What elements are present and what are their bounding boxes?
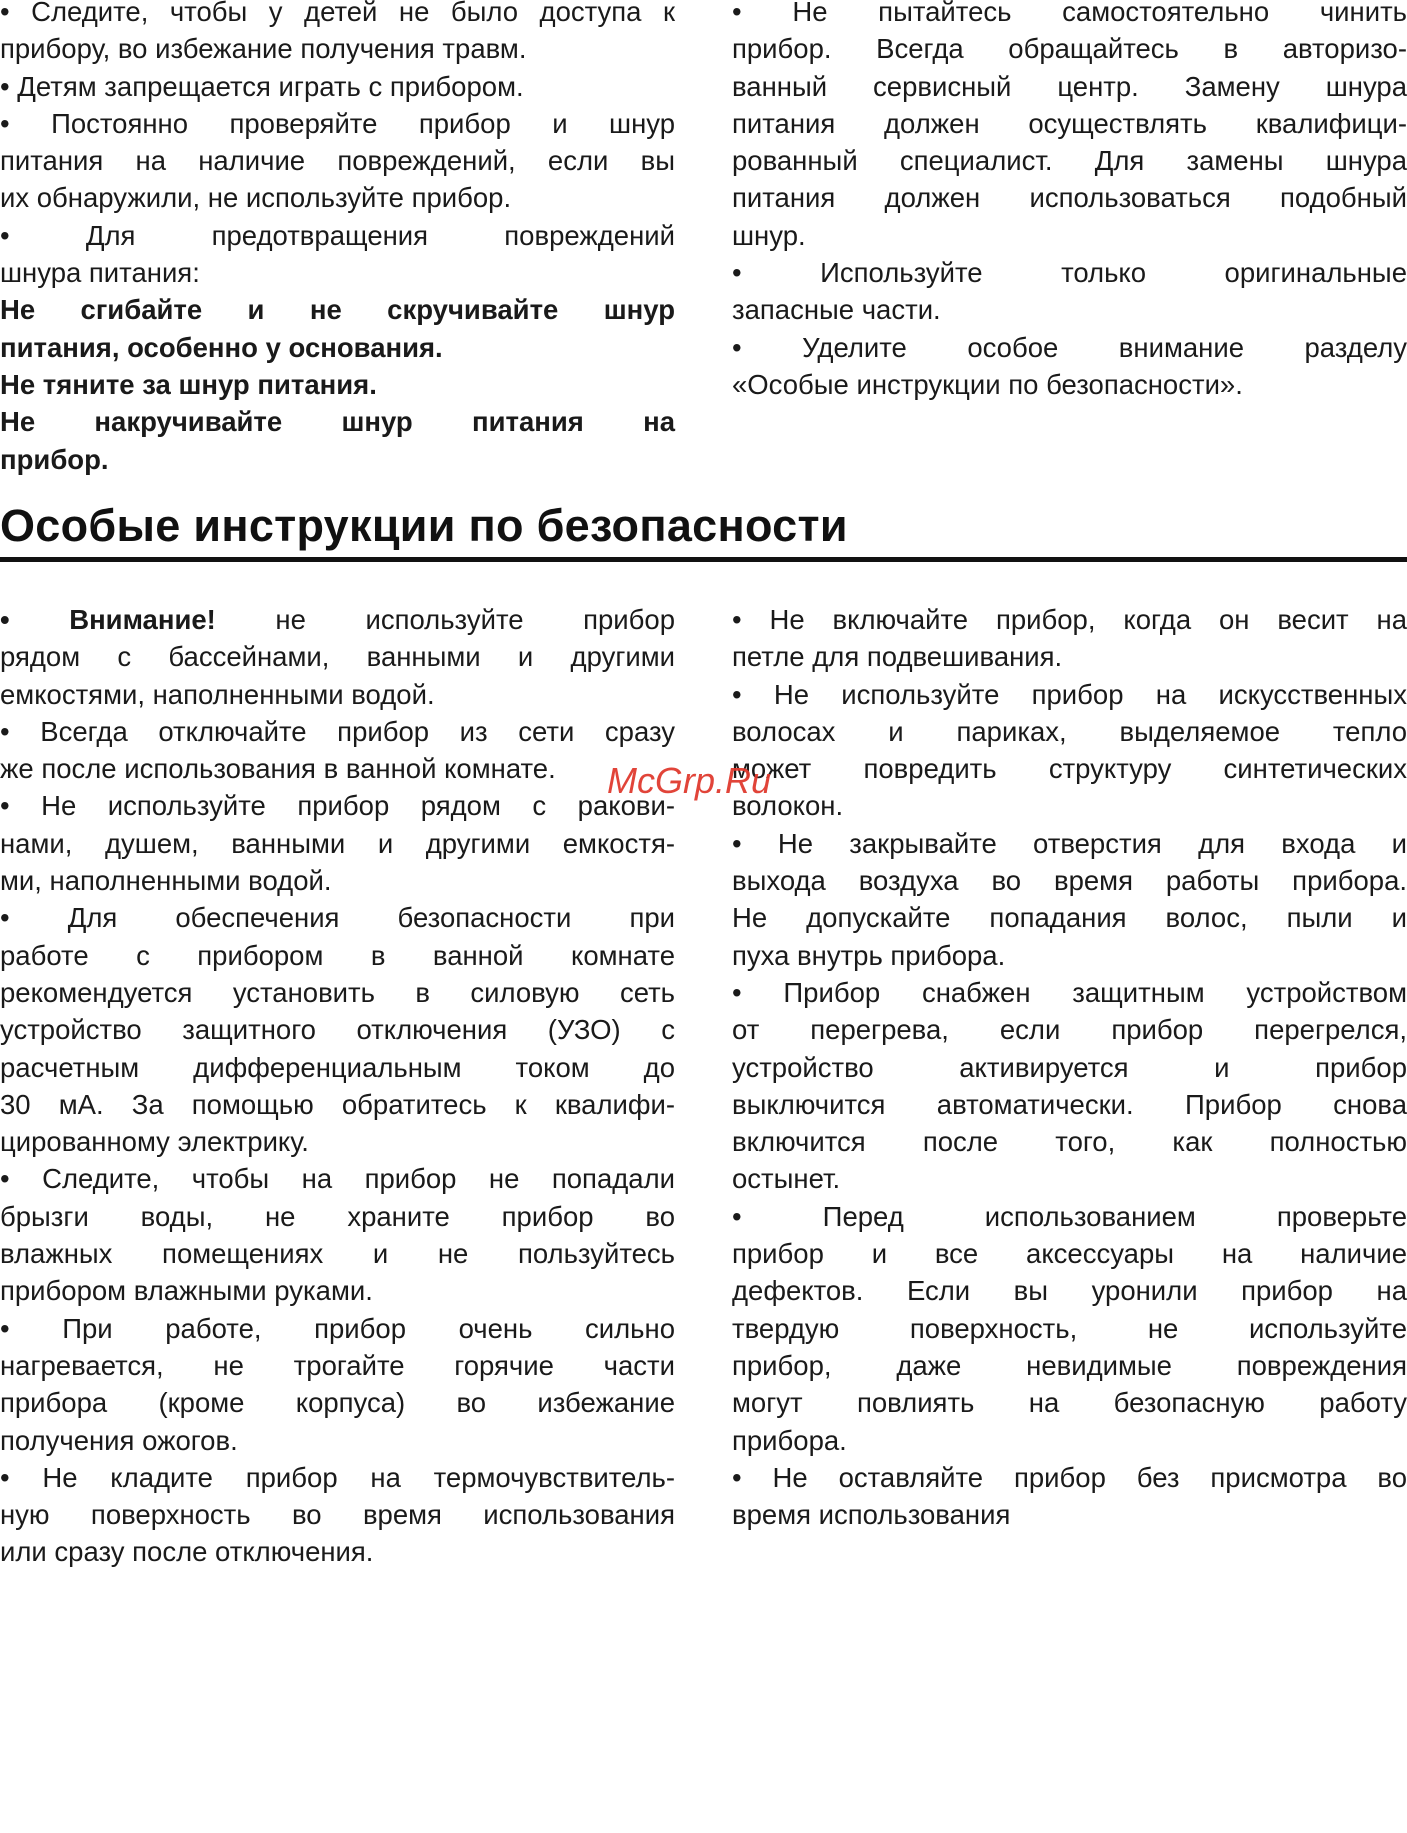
- paragraph: [0, 105, 675, 217]
- text-line: шнура питания:: [0, 257, 200, 289]
- text-line: • Следите, чтобы у детей не было доступа к: [0, 0, 675, 27]
- text-line: шнур.: [732, 219, 806, 251]
- text-line: их обнаружили, не используйте прибор.: [0, 182, 512, 214]
- text-line: 30 мА. За помощью обратитесь к квалифи-: [0, 1088, 675, 1120]
- bottom-right-column: [732, 601, 1407, 1533]
- text-line: нами, душем, ванными и другими емкостя-: [0, 827, 675, 859]
- text-line: прибором влажными руками.: [0, 1275, 373, 1307]
- paragraph: [0, 1459, 675, 1571]
- text-line: рядом с бассейнами, ванными и другими: [0, 641, 675, 673]
- text-line: цированному электрику.: [0, 1126, 309, 1158]
- text-line: • Детям запрещается играть с прибором.: [0, 70, 524, 102]
- paragraph: [0, 291, 675, 366]
- text-line: получения ожогов.: [0, 1424, 238, 1456]
- line-text: не используйте прибор: [215, 604, 675, 635]
- text-line: выключится автоматически. Прибор снова: [732, 1088, 1407, 1120]
- text-line: пуха внутрь прибора.: [732, 939, 1006, 971]
- text-line: ную поверхность во время использования: [0, 1499, 675, 1531]
- paragraph: [0, 68, 675, 105]
- text-line: рованный специалист. Для замены шнура: [732, 145, 1407, 177]
- paragraph: [732, 601, 1407, 676]
- text-line: • Не пытайтесь самостоятельно чинить: [732, 0, 1407, 27]
- paragraph: [732, 0, 1407, 254]
- text-line: прибор и все аксессуары на наличие: [732, 1238, 1407, 1270]
- text-line: прибора (кроме корпуса) во избежание: [0, 1387, 675, 1419]
- text-line: или сразу после отключения.: [0, 1536, 374, 1568]
- paragraph: [732, 825, 1407, 974]
- watermark: McGrp.Ru: [607, 760, 772, 801]
- text-line: • Уделите особое внимание разделу: [732, 331, 1407, 363]
- text-line: устройство защитного отключения (УЗО) с: [0, 1014, 675, 1046]
- text-line: петле для подвешивания.: [732, 641, 1063, 673]
- text-line: прибору, во избежание получения травм.: [0, 33, 527, 65]
- paragraph: [0, 713, 675, 788]
- paragraph: [0, 217, 675, 292]
- paragraph: [732, 974, 1407, 1198]
- text-line: Не допускайте попадания волос, пыли и: [732, 902, 1407, 934]
- text-line: влажных помещениях и не пользуйтесь: [0, 1238, 675, 1270]
- text-line: • Не используйте прибор на искусственных: [732, 678, 1407, 710]
- text-line: емкостями, наполненными водой.: [0, 678, 435, 710]
- text-line: • Для предотвращения повреждений: [0, 219, 675, 251]
- text-line: могут повлиять на безопасную работу: [732, 1387, 1407, 1419]
- text-line: устройство активируется и прибор: [732, 1051, 1407, 1083]
- text-line: Не сгибайте и не скручивайте шнур: [0, 294, 675, 326]
- text-line: • Не включайте прибор, когда он весит на: [732, 604, 1407, 635]
- text-line: выхода воздуха во время работы прибора.: [732, 865, 1407, 897]
- text-line: прибор, даже невидимые повреждения: [732, 1349, 1407, 1381]
- text-line: питания, особенно у основания.: [0, 331, 443, 363]
- text-line: • Перед использованием проверьте: [732, 1200, 1407, 1232]
- text-line: [0, 601, 675, 638]
- text-line: включится после того, как полностью: [732, 1126, 1407, 1158]
- text-line: • Используйте только оригинальные: [732, 257, 1407, 289]
- paragraph: [732, 676, 1407, 825]
- top-left-column: [0, 0, 675, 478]
- text-line: • Прибор снабжен защитным устройством: [732, 976, 1407, 1008]
- paragraph: [0, 403, 675, 478]
- text-line: волосах и париках, выделяемое тепло: [732, 715, 1407, 747]
- paragraph: [0, 601, 675, 713]
- text-line: питания на наличие повреждений, если вы: [0, 145, 675, 177]
- text-line: «Особые инструкции по безопасности».: [732, 368, 1243, 400]
- text-line: время использования: [732, 1499, 1011, 1531]
- text-line: дефектов. Если вы уронили прибор на: [732, 1275, 1407, 1307]
- text-line: • Не используйте прибор рядом с ракови-: [0, 790, 675, 822]
- paragraph: [0, 1310, 675, 1459]
- paragraph: [732, 254, 1407, 329]
- bottom-left-column: [0, 601, 675, 1571]
- paragraph: [0, 0, 675, 68]
- paragraph: [732, 1459, 1407, 1534]
- paragraph: [732, 1198, 1407, 1459]
- text-line: рекомендуется установить в силовую сеть: [0, 976, 675, 1008]
- text-line: • Для обеспечения безопасности при: [0, 902, 675, 934]
- paragraph: [0, 899, 675, 1160]
- top-right-column: [732, 0, 1407, 403]
- text-line: • Постоянно проверяйте прибор и шнур: [0, 107, 675, 139]
- text-line: прибор. Всегда обращайтесь в авторизо-: [732, 33, 1407, 65]
- text-line: Не тяните за шнур питания.: [0, 368, 377, 400]
- text-line: • Не закрывайте отверстия для входа и: [732, 827, 1407, 859]
- text-line: Не накручивайте шнур питания на: [0, 406, 675, 438]
- text-line: расчетным дифференциальным током до: [0, 1051, 675, 1083]
- text-line: • Не кладите прибор на термочувствитель-: [0, 1461, 675, 1493]
- text-line: может повредить структуру синтетических: [732, 753, 1407, 785]
- text-line: нагревается, не трогайте горячие части: [0, 1349, 675, 1381]
- text-line: • Всегда отключайте прибор из сети сразу: [0, 715, 675, 747]
- text-line: • Следите, чтобы на прибор не попадали: [0, 1163, 675, 1195]
- text-line: • Не оставляйте прибор без присмотра во: [732, 1461, 1407, 1493]
- text-line: ми, наполненными водой.: [0, 865, 332, 897]
- text-line: питания должен использоваться подобный: [732, 182, 1407, 214]
- paragraph: [0, 787, 675, 899]
- paragraph: [732, 329, 1407, 404]
- paragraph: [0, 1160, 675, 1309]
- section-heading: Особые инструкции по безопасности: [0, 500, 848, 551]
- text-line: прибора.: [732, 1424, 847, 1456]
- text-line: питания должен осуществлять квалифици-: [732, 107, 1407, 139]
- paragraph: [0, 366, 675, 403]
- text-line: твердую поверхность, не используйте: [732, 1312, 1407, 1344]
- text-line: брызги воды, не храните прибор во: [0, 1200, 675, 1232]
- text-line: остынет.: [732, 1163, 841, 1195]
- text-line: работе с прибором в ванной комнате: [0, 939, 675, 971]
- text-line: запасные части.: [732, 294, 941, 326]
- warning-label: • Внимание!: [0, 604, 216, 635]
- text-line: же после использования в ванной комнате.: [0, 753, 556, 785]
- text-line: прибор.: [0, 443, 109, 475]
- text-line: волокон.: [732, 790, 844, 822]
- text-line: от перегрева, если прибор перегрелся,: [732, 1014, 1407, 1046]
- text-line: • При работе, прибор очень сильно: [0, 1312, 675, 1344]
- heading-rule: [0, 557, 1407, 562]
- text-line: ванный сервисный центр. Замену шнура: [732, 70, 1407, 102]
